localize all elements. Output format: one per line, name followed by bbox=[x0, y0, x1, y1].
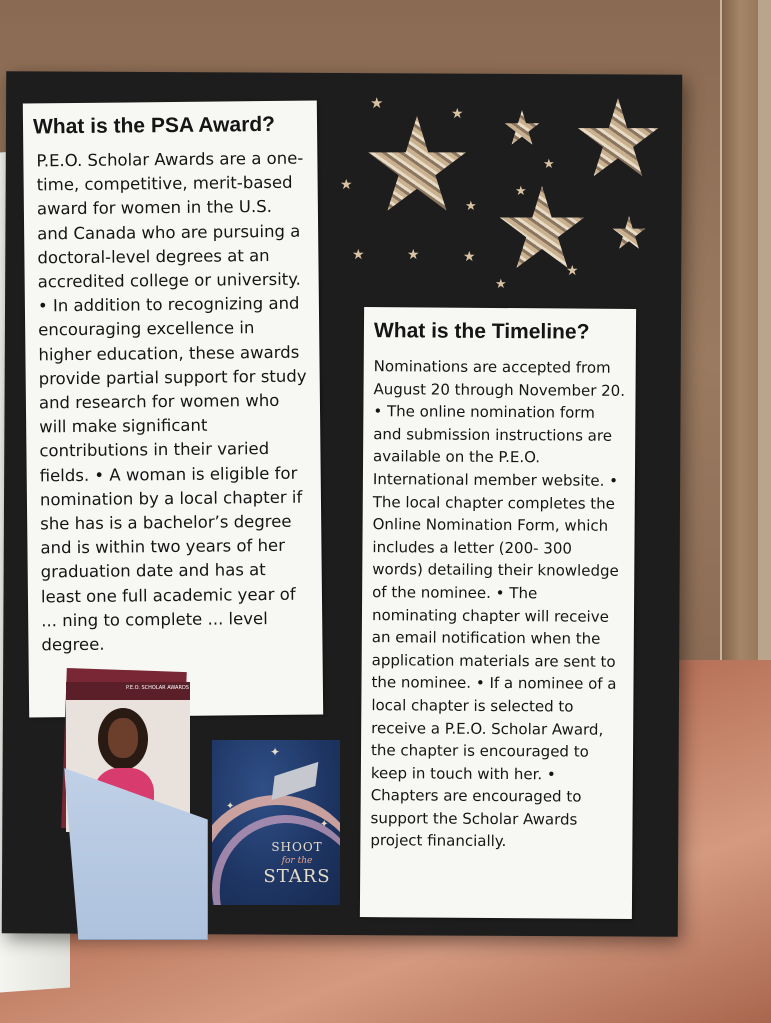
brochure-label: P.E.O. SCHOLAR AWARDS bbox=[126, 685, 189, 691]
stars-word: STARS bbox=[263, 866, 331, 887]
tiny-star: ★ bbox=[543, 157, 555, 172]
timeline-card bbox=[360, 307, 636, 919]
portrait-face bbox=[108, 718, 138, 758]
sparkle-icon: ✦ bbox=[270, 745, 281, 759]
psa-award-card bbox=[23, 100, 323, 717]
timeline-heading: What is the Timeline? bbox=[373, 319, 590, 344]
shoot-word: SHOOT bbox=[271, 840, 323, 854]
for-the-words: for the bbox=[281, 856, 313, 866]
shoot-for-the-stars-text bbox=[262, 840, 332, 887]
tiny-star: ★ bbox=[465, 199, 477, 214]
sparkle-icon: ✦ bbox=[226, 801, 235, 812]
sparkle-icon: ✦ bbox=[320, 819, 329, 830]
psa-heading: What is the PSA Award? bbox=[32, 112, 276, 139]
tiny-star: ★ bbox=[463, 249, 476, 265]
tiny-star: ★ bbox=[566, 263, 579, 279]
wall-edge bbox=[758, 0, 771, 700]
graduation-cap-icon bbox=[272, 762, 319, 800]
tiny-star: ★ bbox=[370, 94, 384, 112]
tiny-star: ★ bbox=[515, 184, 527, 199]
tiny-star: ★ bbox=[407, 247, 420, 263]
tiny-star: ★ bbox=[495, 277, 507, 292]
tiny-star: ★ bbox=[340, 177, 353, 193]
psa-body-text: P.E.O. Scholar Awards are a one-time, competitive, merit-based award for women in the U.S. and Canada who are pursuing a doctoral-level degrees at an accredited college or university. • In addition to recognizing and encouraging excellence in higher education, these awards provide partial support for study and research for women who will make significant contributions in their varied fields. • A woman is eligible for nomination by a local chapter if she has is a bachelor’s degree and is within two years of her graduation date and has at least one full academic year of ... ning to complete ... level degree. bbox=[36, 148, 307, 655]
shoot-for-the-stars-card bbox=[212, 740, 340, 905]
tiny-star: ★ bbox=[352, 247, 365, 263]
timeline-body-text: Nominations are accepted from August 20 through November 20. • The online nomination form and submission instructions are available on the P.E.O. International member website. • The local chapter completes the Online Nomination Form, which includes a letter (200- 300 words) detailing their knowledge of the nominee. • The nominating chapter will receive an email notification when the application materials are sent to the nominee. • If a nominee of a local chapter is selected to receive a P.E.O. Scholar Award, the chapter is encouraged to keep in touch with her. • Chapters are encouraged to support the Scholar Awards project financially. bbox=[370, 357, 626, 851]
tiny-star: ★ bbox=[451, 106, 464, 122]
